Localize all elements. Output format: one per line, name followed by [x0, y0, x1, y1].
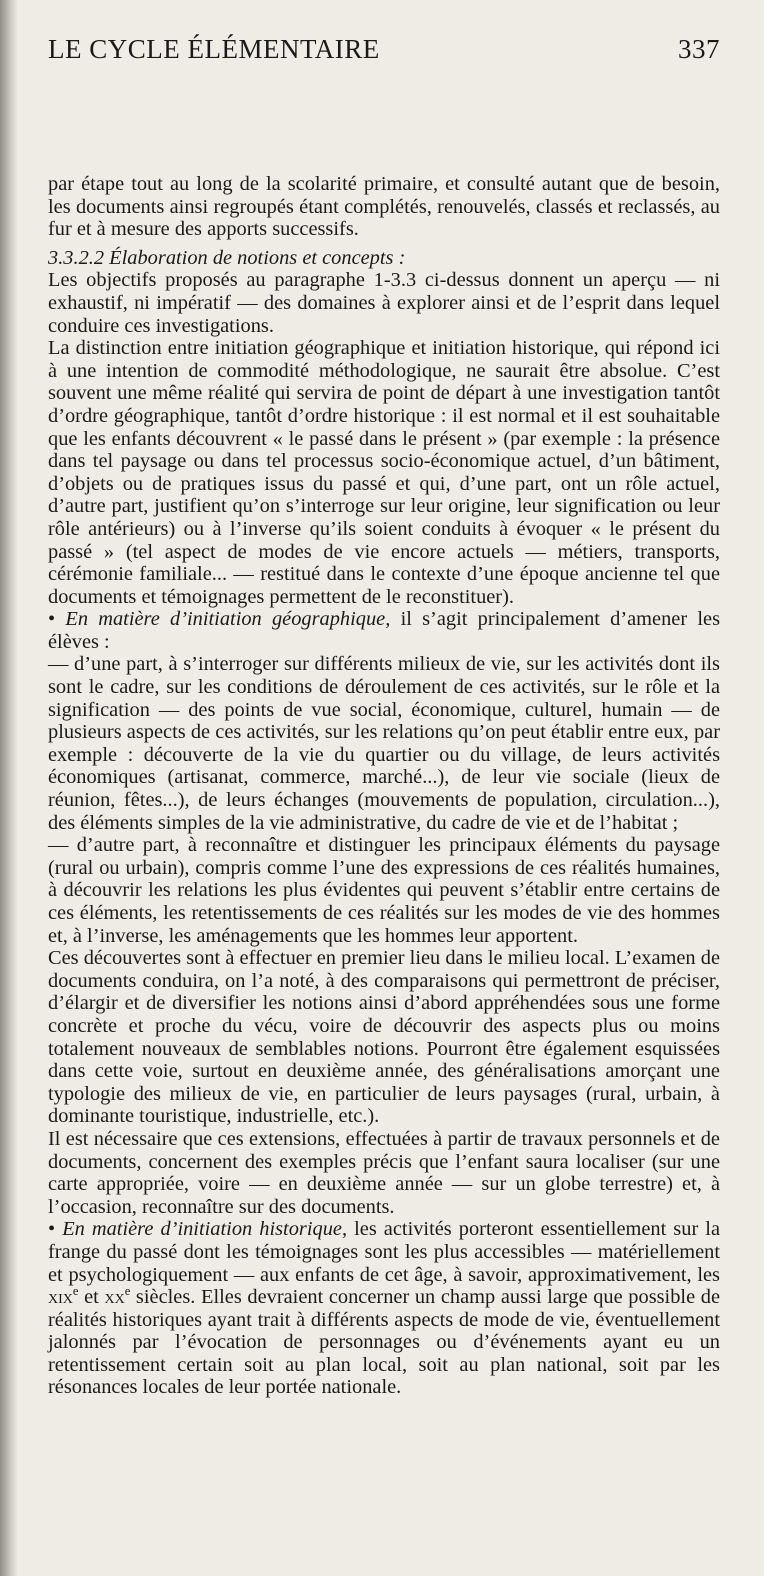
paragraph-extensions: Il est nécessaire que ces extensions, effectuées à partir de travaux personnels et de documents, concernent des exemples précis que l’enfant saura localiser (sur une carte appropriée, voire — en deuxième année — sur un globe terrestre) et, à l’occasion, reconnaître sur des documents. — [48, 1127, 720, 1218]
geography-item-2: — d’autre part, à reconnaître et distinguer les principaux éléments du paysage (rural ou urbain), compris comme l’une des expressions de ces réalités humaines, à découvrir les relations les plus évidentes qui peuvent s’établir entre certains de ces éléments, les retentissements de ces réalités sur les modes de vie des hommes et, à l’inverse, les aménagements que les hommes leur apportent. — [48, 834, 720, 947]
body-text — [48, 173, 720, 1399]
geography-intro: il s’agit principalement d’amener les élèves : — [48, 608, 720, 653]
history-text-2: siècles. Elles devraient concerner un champ aussi large que possible de réalités historiques ayant trait à différents aspects de mode de vie, éventuellement jalonnés par l’évocation de personnages ou d’événements ayant eu un retentissement certain soit au plan local, soit au plan national, soit par les résonances locales de leur portée nationale. — [48, 1286, 721, 1399]
page-binding-shadow — [0, 0, 18, 1576]
chapter-title: LE CYCLE ÉLÉMENTAIRE — [48, 34, 380, 64]
paragraph-history — [48, 1218, 720, 1399]
century-19-suffix: e — [72, 1284, 79, 1299]
history-and: et — [78, 1286, 105, 1309]
paragraph-continuation: par étape tout au long de la scolarité primaire, et consulté autant que de besoin, les documents ainsi regroupés étant complétés, renouvelés, classés et reclassés, au fur et à mesure des apports successifs. — [48, 173, 720, 241]
geography-lead: En matière d’initiation géographique, — [65, 608, 391, 631]
running-header — [48, 34, 720, 70]
century-20: xx — [104, 1286, 125, 1309]
century-20-suffix: e — [124, 1284, 131, 1299]
history-lead: En matière d’initiation historique, — [62, 1218, 348, 1241]
century-19: xix — [48, 1286, 73, 1309]
paragraph-geography — [48, 608, 720, 653]
paragraph-objectives: Les objectifs proposés au paragraphe 1-3.3 ci-dessus donnent un aperçu — ni exhaustif, ni impératif — des domaines à explorer ainsi et de l’esprit dans lequel conduire ces investigations. — [48, 269, 720, 337]
section-heading-text: 3.3.2.2 Élaboration de notions et concepts : — [48, 246, 406, 269]
paragraph-distinction: La distinction entre initiation géographique et initiation historique, qui répond ici à une intention de commodité méthodologique, ne saurait être absolue. C’est souvent une même réalité qui servira de point de départ à une investigation tantôt d’ordre géographique, tantôt d’ordre historique : il est normal et il est souhaitable que les enfants découvrent « le passé dans le présent » (par exemple : la présence dans tel paysage ou dans tel processus socio-économique actuel, d’un bâtiment, d’objets ou de pratiques issus du passé et qui, d’une part, ont un rôle actuel, d’autre part, justifient qu’on s’interroge sur leur origine, leur signification ou leur rôle antérieurs) ou à l’inverse qu’ils soient conduits à évoquer « le présent du passé » (tel aspect de modes de vie encore actuels — métiers, transports, cérémonie familiale... — restitué dans le contexte d’une époque ancienne tel que documents et témoignages permettent de le reconstituer). — [48, 337, 720, 608]
page-number: 337 — [678, 34, 720, 64]
bullet-icon: • — [48, 1218, 56, 1241]
section-heading — [48, 247, 720, 270]
geography-item-1: — d’une part, à s’interroger sur différents milieux de vie, sur les activités dont ils sont le cadre, sur les conditions de déroulement de ces activités, sur le rôle et la signification — des points de vue social, économique, culturel, humain — de plusieurs aspects de ces activités, sur les relations qu’on peut établir entre eux, par exemple : découverte de la vie du quartier ou du village, de leurs activités économiques (artisanat, commerce, marché...), de leur vie sociale (lieux de réunion, fêtes...), de leurs échanges (mouvements de population, circulation...), des éléments simples de la vie administrative, du cadre de vie et de l’habitat ; — [48, 653, 720, 834]
bullet-icon: • — [48, 608, 56, 631]
history-text-1: les activités porteront essentiellement sur la frange du passé dont les témoignages sont les plus accessibles — matériellement et psychologiquement — aux enfants de cet âge, à savoir, approximativement, les — [48, 1218, 720, 1286]
paragraph-discoveries: Ces découvertes sont à effectuer en premier lieu dans le milieu local. L’examen de documents conduira, on l’a noté, à des comparaisons qui permettront de préciser, d’élargir et de diversifier les notions ainsi d’abord appréhendées sous une forme concrète et proche du vécu, voire de découvrir des aspects plus ou moins totalement nouveaux de semblables notions. Pourront être également esquissées dans cette voie, surtout en deuxième année, des généralisations amorçant une typologie des milieux de vie, en particulier de leurs paysages (rural, urbain, à dominante touristique, industrielle, etc.). — [48, 947, 720, 1128]
